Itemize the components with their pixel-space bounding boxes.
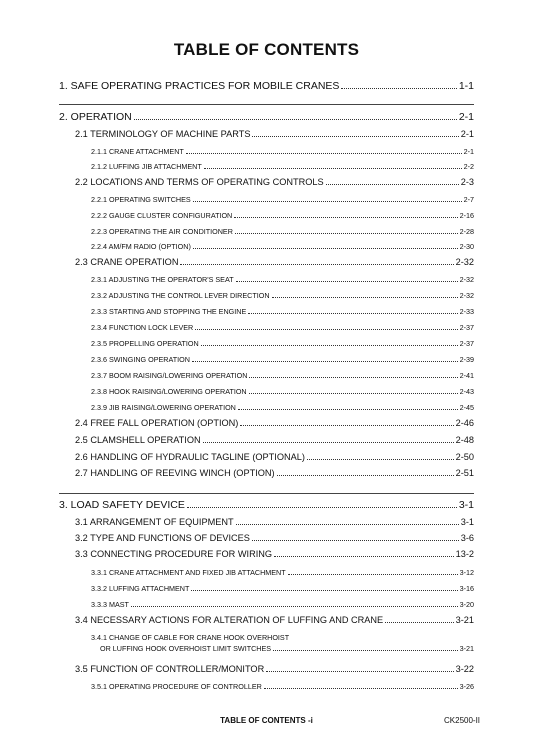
dot-leader [266,670,453,672]
toc-entry-label: 2.2.2 GAUGE CLUSTER CONFIGURATION [91,211,233,220]
toc-entry-page: 2-33 [459,307,474,316]
toc-entry-label: 2.5 CLAMSHELL OPERATION [75,435,201,445]
toc-entry [91,568,474,577]
toc-entry [75,177,474,187]
toc-entry-label: 2.4 FREE FALL OPERATION (OPTION) [75,418,239,428]
toc-entry-label: 2.3.1 ADJUSTING THE OPERATOR'S SEAT [91,275,234,284]
toc-entry-page: 2-30 [459,242,474,251]
toc-entry-page: 2-32 [459,291,474,300]
toc-entry-label: 2.1.1 CRANE ATTACHMENT [91,147,184,156]
toc-entry-label: 2.3.6 SWINGING OPERATION [91,355,190,364]
toc-entry [91,600,474,609]
toc-entry [59,111,474,123]
toc-entry-page: 3-21 [455,615,474,625]
toc-entry-label: 2.2.3 OPERATING THE AIR CONDITIONER [91,227,233,236]
toc-entry-page: 2-28 [459,227,474,236]
dot-leader [236,523,459,525]
toc-entry [91,307,474,316]
toc-entry-label: 2.3 CRANE OPERATION [75,257,179,267]
dot-leader [341,87,456,89]
toc-entry-label: 2.3.7 BOOM RAISING/LOWERING OPERATION [91,371,248,380]
toc-entry [75,615,474,625]
toc-entry-page: 2-43 [459,387,474,396]
dot-leader [134,118,457,120]
toc-entry [91,584,474,593]
dot-leader [240,424,453,426]
toc-entry-label: 3.5 FUNCTION OF CONTROLLER/MONITOR [75,664,265,674]
toc-entry-label: 3.3 CONNECTING PROCEDURE FOR WIRING [75,549,273,559]
toc-entry-page: 2-3 [460,177,474,187]
toc-entry-page: 2-32 [459,275,474,284]
toc-entry-label: 3.5.1 OPERATING PROCEDURE OF CONTROLLER [91,682,262,691]
toc-entry-page: 13-2 [455,549,474,559]
toc-entry [59,499,474,511]
dot-leader [288,573,458,575]
toc-entry-label: 2.3.2 ADJUSTING THE CONTROL LEVER DIRECTION [91,291,270,300]
toc-entry-page: 2-32 [455,257,474,267]
dot-leader [193,247,458,249]
toc-entry-label: 1. SAFE OPERATING PRACTICES FOR MOBILE CRANES [59,80,340,92]
toc-entry-page: 2-1 [458,111,474,123]
toc-entry [75,418,474,428]
toc-entry-page: 2-1 [460,129,474,139]
dot-leader [186,152,462,154]
toc-entry-label: 2. OPERATION [59,111,132,123]
toc-entry-page: 2-37 [459,339,474,348]
toc-entry-label: 2.3.4 FUNCTION LOCK LEVER [91,323,194,332]
toc-entry [91,355,474,364]
toc-entry-label: 2.2 LOCATIONS AND TERMS OF OPERATING CONTROLS [75,177,324,187]
toc-entry-label: 2.2.4 AM/FM RADIO (OPTION) [91,242,191,251]
toc-entry-label: 3.4 NECESSARY ACTIONS FOR ALTERATION OF LUFFING AND CRANE [75,615,384,625]
dot-leader [326,183,459,185]
footer-page-label: TABLE OF CONTENTS -i [220,716,313,725]
dot-leader [273,649,458,651]
toc-entry [75,452,474,462]
toc-entry-page: 2-51 [455,468,474,478]
toc-entry [75,517,474,527]
toc-entry [75,435,474,445]
dot-leader [204,167,462,169]
toc-entry-page: 3-26 [459,682,474,691]
toc-entry-label: 2.1 TERMINOLOGY OF MACHINE PARTS [75,129,251,139]
dot-leader [385,621,453,623]
toc-entry-label: 2.7 HANDLING OF REEVING WINCH (OPTION) [75,468,275,478]
toc-entry-page: 2-16 [459,211,474,220]
toc-entry-page: 1-1 [458,80,474,92]
toc-entry-page: 2-46 [455,418,474,428]
footer-model-code: CK2500-II [444,716,481,725]
toc-entry-page: 3-1 [460,517,474,527]
toc-entry-label: 2.2.1 OPERATING SWITCHES [91,195,191,204]
section-divider [59,104,474,105]
dot-leader [238,408,458,410]
toc-entry [75,664,474,674]
toc-entry [91,275,474,284]
toc-entry-label: 3.2 TYPE AND FUNCTIONS OF DEVICES [75,533,250,543]
toc-entry [91,147,474,156]
toc-entry [75,549,474,559]
toc-entry-page: 3-20 [459,600,474,609]
toc-entry-page: 3-1 [458,499,474,511]
toc-entry-label: 3.3.1 CRANE ATTACHMENT AND FIXED JIB ATTACHMENT [91,568,286,577]
toc-entry-page: 2-2 [463,162,474,171]
toc-entry-label: 3.3.2 LUFFING ATTACHMENT [91,584,190,593]
toc-entry [91,242,474,251]
page-title: TABLE OF CONTENTS [173,40,360,59]
dot-leader [236,280,458,282]
toc-entry [91,162,474,171]
toc-entry-label: 2.6 HANDLING OF HYDRAULIC TAGLINE (OPTIONAL) [75,452,305,462]
toc-entry-label: 3.1 ARRANGEMENT OF EQUIPMENT [75,517,234,527]
toc-entry-page: 3-16 [459,584,474,593]
dot-leader [307,458,454,460]
toc-entry-page: 2-45 [459,403,474,412]
toc-entry-page: 2-48 [455,435,474,445]
dot-leader [252,135,458,137]
dot-leader [192,360,458,362]
toc-entry-label: 2.3.8 HOOK RAISING/LOWERING OPERATION [91,387,247,396]
dot-leader [249,392,458,394]
toc-entry [91,371,474,380]
toc-entry [75,468,474,478]
dot-leader [248,312,457,314]
section-divider [59,493,474,494]
toc-entry [91,211,474,220]
toc-entry-page: 3-21 [459,644,474,653]
dot-leader [131,605,458,607]
toc-entry-page: 3-12 [459,568,474,577]
dot-leader [193,200,462,202]
toc-entry-page: 2-7 [463,195,474,204]
dot-leader [203,441,454,443]
dot-leader [234,216,457,218]
dot-leader [191,589,457,591]
toc-entry-page: 2-39 [459,355,474,364]
toc-entry [75,257,474,267]
toc-entry-label: 2.3.3 STARTING AND STOPPING THE ENGINE [91,307,247,316]
toc-entry [75,533,474,543]
toc-entry-label-continued: OR LUFFING HOOK OVERHOIST LIMIT SWITCHES [100,644,272,653]
dot-leader [180,263,453,265]
toc-entry [91,227,474,236]
toc-entry-label: 3.3.3 MAST [91,600,129,609]
toc-entry-page: 2-41 [459,371,474,380]
toc-entry [91,339,474,348]
toc-entry [75,129,474,139]
toc-entry [91,633,474,653]
toc-entry [91,403,474,412]
toc-entry-label: 2.1.2 LUFFING JIB ATTACHMENT [91,162,202,171]
toc-entry-page: 2-1 [463,147,474,156]
dot-leader [235,232,458,234]
dot-leader [195,328,457,330]
toc-entry [91,323,474,332]
dot-leader [187,506,457,508]
toc-entry [91,387,474,396]
dot-leader [274,555,454,557]
toc-entry-page: 2-37 [459,323,474,332]
toc-entry-label: 3. LOAD SAFETY DEVICE [59,499,185,511]
toc-entry-label: 3.4.1 CHANGE OF CABLE FOR CRANE HOOK OVERHOIST [91,633,290,642]
toc-entry [59,80,474,92]
toc-entry-page: 3-22 [455,664,474,674]
toc-entry [91,195,474,204]
toc-entry [91,291,474,300]
dot-leader [252,539,459,541]
dot-leader [201,344,458,346]
toc-entry-page: 3-6 [460,533,474,543]
dot-leader [277,474,454,476]
toc-entry [91,682,474,691]
toc-entry-label: 2.3.9 JIB RAISING/LOWERING OPERATION [91,403,236,412]
dot-leader [249,376,457,378]
toc-entry-label: 2.3.5 PROPELLING OPERATION [91,339,199,348]
toc-entry-page: 2-50 [455,452,474,462]
dot-leader [272,296,458,298]
dot-leader [264,687,458,689]
